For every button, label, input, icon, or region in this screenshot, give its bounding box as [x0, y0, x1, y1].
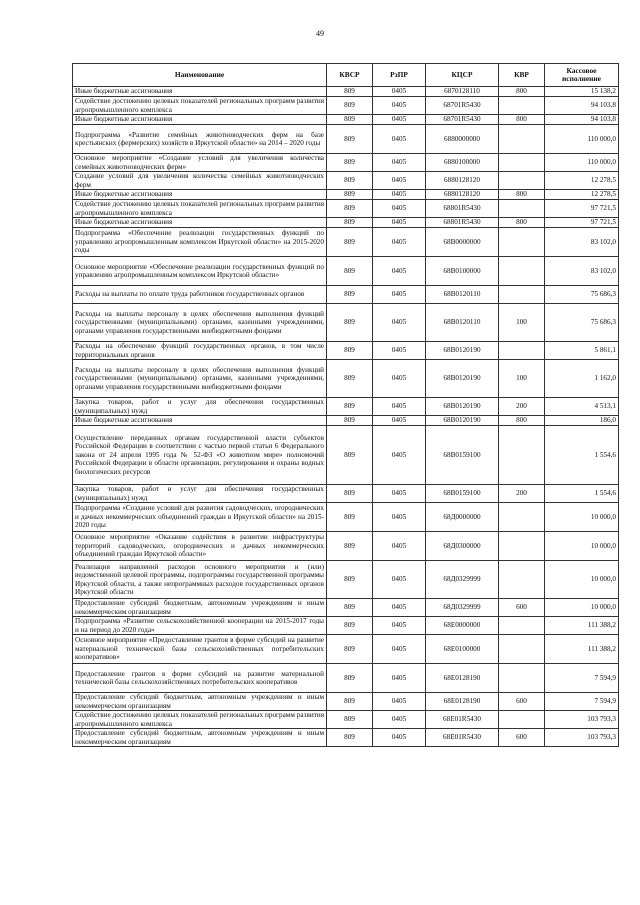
table-row: [73, 617, 619, 635]
cell-amount: 1 162,0: [545, 360, 619, 398]
cell-kvsr: 809: [327, 218, 373, 228]
table-row: [73, 87, 619, 97]
cell-kcsr: 68701R5430: [426, 115, 499, 125]
table-row: [73, 200, 619, 218]
cell-kvsr: 809: [327, 617, 373, 635]
cell-kvsr: 809: [327, 228, 373, 257]
table-row: [73, 561, 619, 599]
cell-name: Подпрограмма «Развитие семейных животноводческих ферм на базе крестьянских (фермерских) хозяйств в Иркутской области» на 2014 – 2020 годы: [73, 125, 327, 154]
cell-kcsr: 68Д0329999: [426, 599, 499, 617]
table-row: [73, 426, 619, 485]
header-kvr: КВР: [499, 64, 545, 87]
table-body: [73, 87, 619, 747]
cell-rzpr: 0405: [373, 360, 426, 398]
cell-amount: 15 138,2: [545, 87, 619, 97]
cell-kvsr: 809: [327, 257, 373, 286]
cell-name: Расходы на выплаты персоналу в целях обеспечения выполнения функций государственными (муниципальными) органами, казенными учреждениями, органами управления государственными внебюджетными фондами: [73, 360, 327, 398]
cell-kcsr: 68В0100000: [426, 257, 499, 286]
cell-name: Предоставление субсидий бюджетным, автономным учреждениям и иным некоммерческим организациям: [73, 599, 327, 617]
cell-kcsr: 68801R5430: [426, 218, 499, 228]
cell-kcsr: 68701R5430: [426, 97, 499, 115]
cell-kvsr: 809: [327, 426, 373, 485]
cell-kvsr: 809: [327, 485, 373, 503]
cell-amount: 10 000,0: [545, 599, 619, 617]
cell-kvr: 800: [499, 218, 545, 228]
cell-kvsr: 809: [327, 398, 373, 416]
cell-rzpr: 0405: [373, 228, 426, 257]
cell-kvr: [499, 664, 545, 693]
cell-name: Иные бюджетные ассигнования: [73, 416, 327, 426]
table-row: [73, 286, 619, 304]
cell-name: Предоставление субсидий бюджетным, автономным учреждениям и иным некоммерческим организациям: [73, 729, 327, 747]
cell-amount: 4 513,1: [545, 398, 619, 416]
cell-kvr: [499, 532, 545, 561]
cell-kvsr: 809: [327, 693, 373, 711]
cell-kvr: 100: [499, 360, 545, 398]
cell-rzpr: 0405: [373, 218, 426, 228]
cell-kcsr: 68Е0000000: [426, 617, 499, 635]
cell-amount: 7 594,9: [545, 693, 619, 711]
cell-rzpr: 0405: [373, 426, 426, 485]
cell-name: Реализация направлений расходов основного мероприятия и (или) ведомственной целевой программы, подпрограммы государственной программы Иркутской области, а также непрограммных расходов государственных органов Иркутской области: [73, 561, 327, 599]
cell-kcsr: 68Е0128190: [426, 664, 499, 693]
cell-kcsr: 68Е01R5430: [426, 729, 499, 747]
cell-amount: 111 388,2: [545, 635, 619, 664]
table-row: [73, 190, 619, 200]
table-row: [73, 257, 619, 286]
page-number: 49: [316, 29, 324, 38]
table-row: [73, 115, 619, 125]
cell-amount: 97 721,5: [545, 200, 619, 218]
cell-kvsr: 809: [327, 561, 373, 599]
cell-kcsr: 68В0120190: [426, 360, 499, 398]
table-row: [73, 532, 619, 561]
cell-kcsr: 68Е0100000: [426, 635, 499, 664]
cell-kvsr: 809: [327, 304, 373, 342]
cell-kvr: 600: [499, 693, 545, 711]
cell-kvsr: 809: [327, 711, 373, 729]
cell-amount: 10 000,0: [545, 532, 619, 561]
cell-name: Закупка товаров, работ и услуг для обеспечения государственных (муниципальных) нужд: [73, 485, 327, 503]
cell-rzpr: 0405: [373, 154, 426, 172]
cell-kvr: 800: [499, 416, 545, 426]
cell-rzpr: 0405: [373, 172, 426, 190]
cell-kcsr: 68В0000000: [426, 228, 499, 257]
cell-kvr: [499, 200, 545, 218]
table-row: [73, 154, 619, 172]
cell-rzpr: 0405: [373, 115, 426, 125]
header-kvsr: КВСР: [327, 64, 373, 87]
cell-kcsr: 68В0120110: [426, 286, 499, 304]
cell-kvsr: 809: [327, 664, 373, 693]
table-row: [73, 218, 619, 228]
cell-kvr: [499, 172, 545, 190]
cell-kcsr: 68В0120190: [426, 342, 499, 360]
cell-rzpr: 0405: [373, 97, 426, 115]
cell-kvr: [499, 228, 545, 257]
cell-name: Основное мероприятие «Обеспечение реализации государственных функций по управлению агропромышленным комплексом Иркутской области»: [73, 257, 327, 286]
cell-kcsr: 68В0120110: [426, 304, 499, 342]
cell-name: Предоставление грантов в форме субсидий на развитие материальной технической базы сельскохозяйственных потребительских кооперативов: [73, 664, 327, 693]
cell-rzpr: 0405: [373, 693, 426, 711]
table-row: [73, 304, 619, 342]
cell-kvr: [499, 125, 545, 154]
cell-rzpr: 0405: [373, 286, 426, 304]
cell-kvsr: 809: [327, 115, 373, 125]
cell-kvsr: 809: [327, 125, 373, 154]
cell-kvsr: 809: [327, 87, 373, 97]
cell-kcsr: 68Е0128190: [426, 693, 499, 711]
cell-name: Предоставление субсидий бюджетным, автономным учреждениям и иным некоммерческим организациям: [73, 693, 327, 711]
cell-rzpr: 0405: [373, 257, 426, 286]
cell-name: Содействие достижению целевых показателей региональных программ развития агропромышленного комплекса: [73, 200, 327, 218]
cell-amount: 7 594,9: [545, 664, 619, 693]
cell-kvsr: 809: [327, 360, 373, 398]
cell-kcsr: 68Д0000000: [426, 503, 499, 532]
budget-execution-table: [72, 63, 619, 747]
table-row: [73, 599, 619, 617]
cell-kcsr: 68В0120190: [426, 398, 499, 416]
cell-name: Иные бюджетные ассигнования: [73, 87, 327, 97]
cell-rzpr: 0405: [373, 503, 426, 532]
cell-amount: 110 000,0: [545, 154, 619, 172]
cell-amount: 12 278,5: [545, 172, 619, 190]
table-row: [73, 693, 619, 711]
table-row: [73, 398, 619, 416]
header-rzpr: РзПР: [373, 64, 426, 87]
cell-rzpr: 0405: [373, 398, 426, 416]
cell-rzpr: 0405: [373, 125, 426, 154]
cell-kvr: [499, 286, 545, 304]
cell-kvsr: 809: [327, 97, 373, 115]
cell-rzpr: 0405: [373, 87, 426, 97]
cell-kvsr: 809: [327, 416, 373, 426]
header-kcsr: КЦСР: [426, 64, 499, 87]
table-row: [73, 97, 619, 115]
cell-amount: 1 554,6: [545, 426, 619, 485]
cell-kvr: [499, 561, 545, 599]
cell-kvr: [499, 503, 545, 532]
cell-kvsr: 809: [327, 190, 373, 200]
cell-kcsr: 68Д0300000: [426, 532, 499, 561]
cell-kcsr: 68В0159100: [426, 485, 499, 503]
cell-amount: 110 000,0: [545, 125, 619, 154]
cell-rzpr: 0405: [373, 532, 426, 561]
cell-name: Расходы на выплаты персоналу в целях обеспечения выполнения функций государственными (муниципальными) органами, казенными учреждениями, органами управления государственными внебюджетными фондами: [73, 304, 327, 342]
cell-name: Основное мероприятие «Предоставление грантов в форме субсидий на развитие материальной технической базы сельскохозяйственных потребительских кооперативов»: [73, 635, 327, 664]
cell-amount: 97 721,5: [545, 218, 619, 228]
cell-kvr: 800: [499, 115, 545, 125]
cell-kcsr: 68Е01R5430: [426, 711, 499, 729]
cell-name: Подпрограмма «Создание условий для развития садоводческих, огороднических и дачных некоммерческих объединений граждан в Иркутской области» на 2015-2020 годы: [73, 503, 327, 532]
cell-rzpr: 0405: [373, 711, 426, 729]
cell-name: Создание условий для увеличения количества семейных животноводческих ферм: [73, 172, 327, 190]
cell-amount: 1 554,6: [545, 485, 619, 503]
cell-rzpr: 0405: [373, 416, 426, 426]
cell-rzpr: 0405: [373, 190, 426, 200]
cell-kvsr: 809: [327, 172, 373, 190]
cell-rzpr: 0405: [373, 635, 426, 664]
cell-kvr: 800: [499, 87, 545, 97]
cell-kvsr: 809: [327, 635, 373, 664]
cell-kcsr: 68Д0329999: [426, 561, 499, 599]
cell-kvr: 200: [499, 485, 545, 503]
cell-amount: 186,0: [545, 416, 619, 426]
table-row: [73, 416, 619, 426]
cell-name: Осуществление переданных органам государственной власти субъектов Российской Федерации в соответствии с частью первой статьи 6 Федерального закона от 24 апреля 1995 года № 52-ФЗ «О животном мире» полномочий Российской Федерации в области организации, регулирования и охраны водных биологических ресурсов: [73, 426, 327, 485]
cell-kvr: 200: [499, 398, 545, 416]
cell-rzpr: 0405: [373, 617, 426, 635]
cell-name: Иные бюджетные ассигнования: [73, 115, 327, 125]
cell-kcsr: 6880000000: [426, 125, 499, 154]
cell-kcsr: 6880128120: [426, 172, 499, 190]
table-row: [73, 125, 619, 154]
cell-kvr: [499, 342, 545, 360]
cell-kvr: [499, 97, 545, 115]
cell-amount: 10 000,0: [545, 503, 619, 532]
cell-kvr: [499, 154, 545, 172]
cell-name: Основное мероприятие «Создание условий для увеличения количества семейных животноводческих ферм»: [73, 154, 327, 172]
table-row: [73, 172, 619, 190]
cell-rzpr: 0405: [373, 342, 426, 360]
cell-kvsr: 809: [327, 532, 373, 561]
cell-kvr: [499, 711, 545, 729]
cell-kvsr: 809: [327, 154, 373, 172]
cell-name: Основное мероприятие «Оказание содействия в развитии инфраструктуры территорий садоводческих, огороднических и дачных некоммерческих объединений граждан Иркутской области»: [73, 532, 327, 561]
cell-kvr: [499, 257, 545, 286]
cell-amount: 103 793,3: [545, 711, 619, 729]
cell-rzpr: 0405: [373, 485, 426, 503]
cell-name: Расходы на выплаты по оплате труда работников государственных органов: [73, 286, 327, 304]
cell-kvr: 100: [499, 304, 545, 342]
cell-name: Закупка товаров, работ и услуг для обеспечения государственных (муниципальных) нужд: [73, 398, 327, 416]
cell-kvr: 600: [499, 599, 545, 617]
cell-amount: 75 686,3: [545, 286, 619, 304]
cell-amount: 75 686,3: [545, 304, 619, 342]
cell-rzpr: 0405: [373, 200, 426, 218]
cell-kvr: 800: [499, 190, 545, 200]
table-row: [73, 342, 619, 360]
cell-name: Подпрограмма «Развитие сельскохозяйственной кооперации на 2015-2017 годы и на период до 2020 года»: [73, 617, 327, 635]
cell-amount: 83 102,0: [545, 228, 619, 257]
table-row: [73, 664, 619, 693]
cell-kcsr: 6880100000: [426, 154, 499, 172]
table-row: [73, 635, 619, 664]
cell-rzpr: 0405: [373, 729, 426, 747]
cell-name: Содействие достижению целевых показателей региональных программ развития агропромышленного комплекса: [73, 97, 327, 115]
cell-kvsr: 809: [327, 286, 373, 304]
cell-kcsr: 6880128120: [426, 190, 499, 200]
table-row: [73, 228, 619, 257]
cell-kcsr: 68801R5430: [426, 200, 499, 218]
cell-kcsr: 68В0159100: [426, 426, 499, 485]
cell-kvr: [499, 617, 545, 635]
header-name: Наименование: [73, 64, 327, 87]
table-header-row: [73, 64, 619, 87]
cell-name: Подпрограмма «Обеспечение реализации государственных функций по управлению агропромышленным комплексом Иркутской области» на 2015-2020 годы: [73, 228, 327, 257]
table-row: [73, 729, 619, 747]
cell-amount: 103 793,3: [545, 729, 619, 747]
cell-amount: 5 861,1: [545, 342, 619, 360]
cell-kcsr: 6870128110: [426, 87, 499, 97]
cell-kvsr: 809: [327, 729, 373, 747]
cell-rzpr: 0405: [373, 599, 426, 617]
header-amount: Кассовое исполнение: [545, 64, 619, 87]
cell-amount: 10 000,0: [545, 561, 619, 599]
cell-rzpr: 0405: [373, 304, 426, 342]
table-row: [73, 503, 619, 532]
cell-name: Иные бюджетные ассигнования: [73, 218, 327, 228]
cell-kvr: 600: [499, 729, 545, 747]
cell-name: Расходы на обеспечение функций государственных органов, в том числе территориальных органов: [73, 342, 327, 360]
cell-amount: 111 388,2: [545, 617, 619, 635]
cell-rzpr: 0405: [373, 664, 426, 693]
cell-kvsr: 809: [327, 200, 373, 218]
cell-kvsr: 809: [327, 503, 373, 532]
cell-amount: 83 102,0: [545, 257, 619, 286]
cell-rzpr: 0405: [373, 561, 426, 599]
cell-kvsr: 809: [327, 599, 373, 617]
cell-kvsr: 809: [327, 342, 373, 360]
cell-name: Содействие достижению целевых показателей региональных программ развития агропромышленного комплекса: [73, 711, 327, 729]
table-row: [73, 711, 619, 729]
cell-name: Иные бюджетные ассигнования: [73, 190, 327, 200]
cell-kcsr: 68В0120190: [426, 416, 499, 426]
table-row: [73, 485, 619, 503]
cell-amount: 94 103,8: [545, 115, 619, 125]
cell-kvr: [499, 635, 545, 664]
cell-amount: 94 103,8: [545, 97, 619, 115]
cell-amount: 12 278,5: [545, 190, 619, 200]
cell-kvr: [499, 426, 545, 485]
table-row: [73, 360, 619, 398]
